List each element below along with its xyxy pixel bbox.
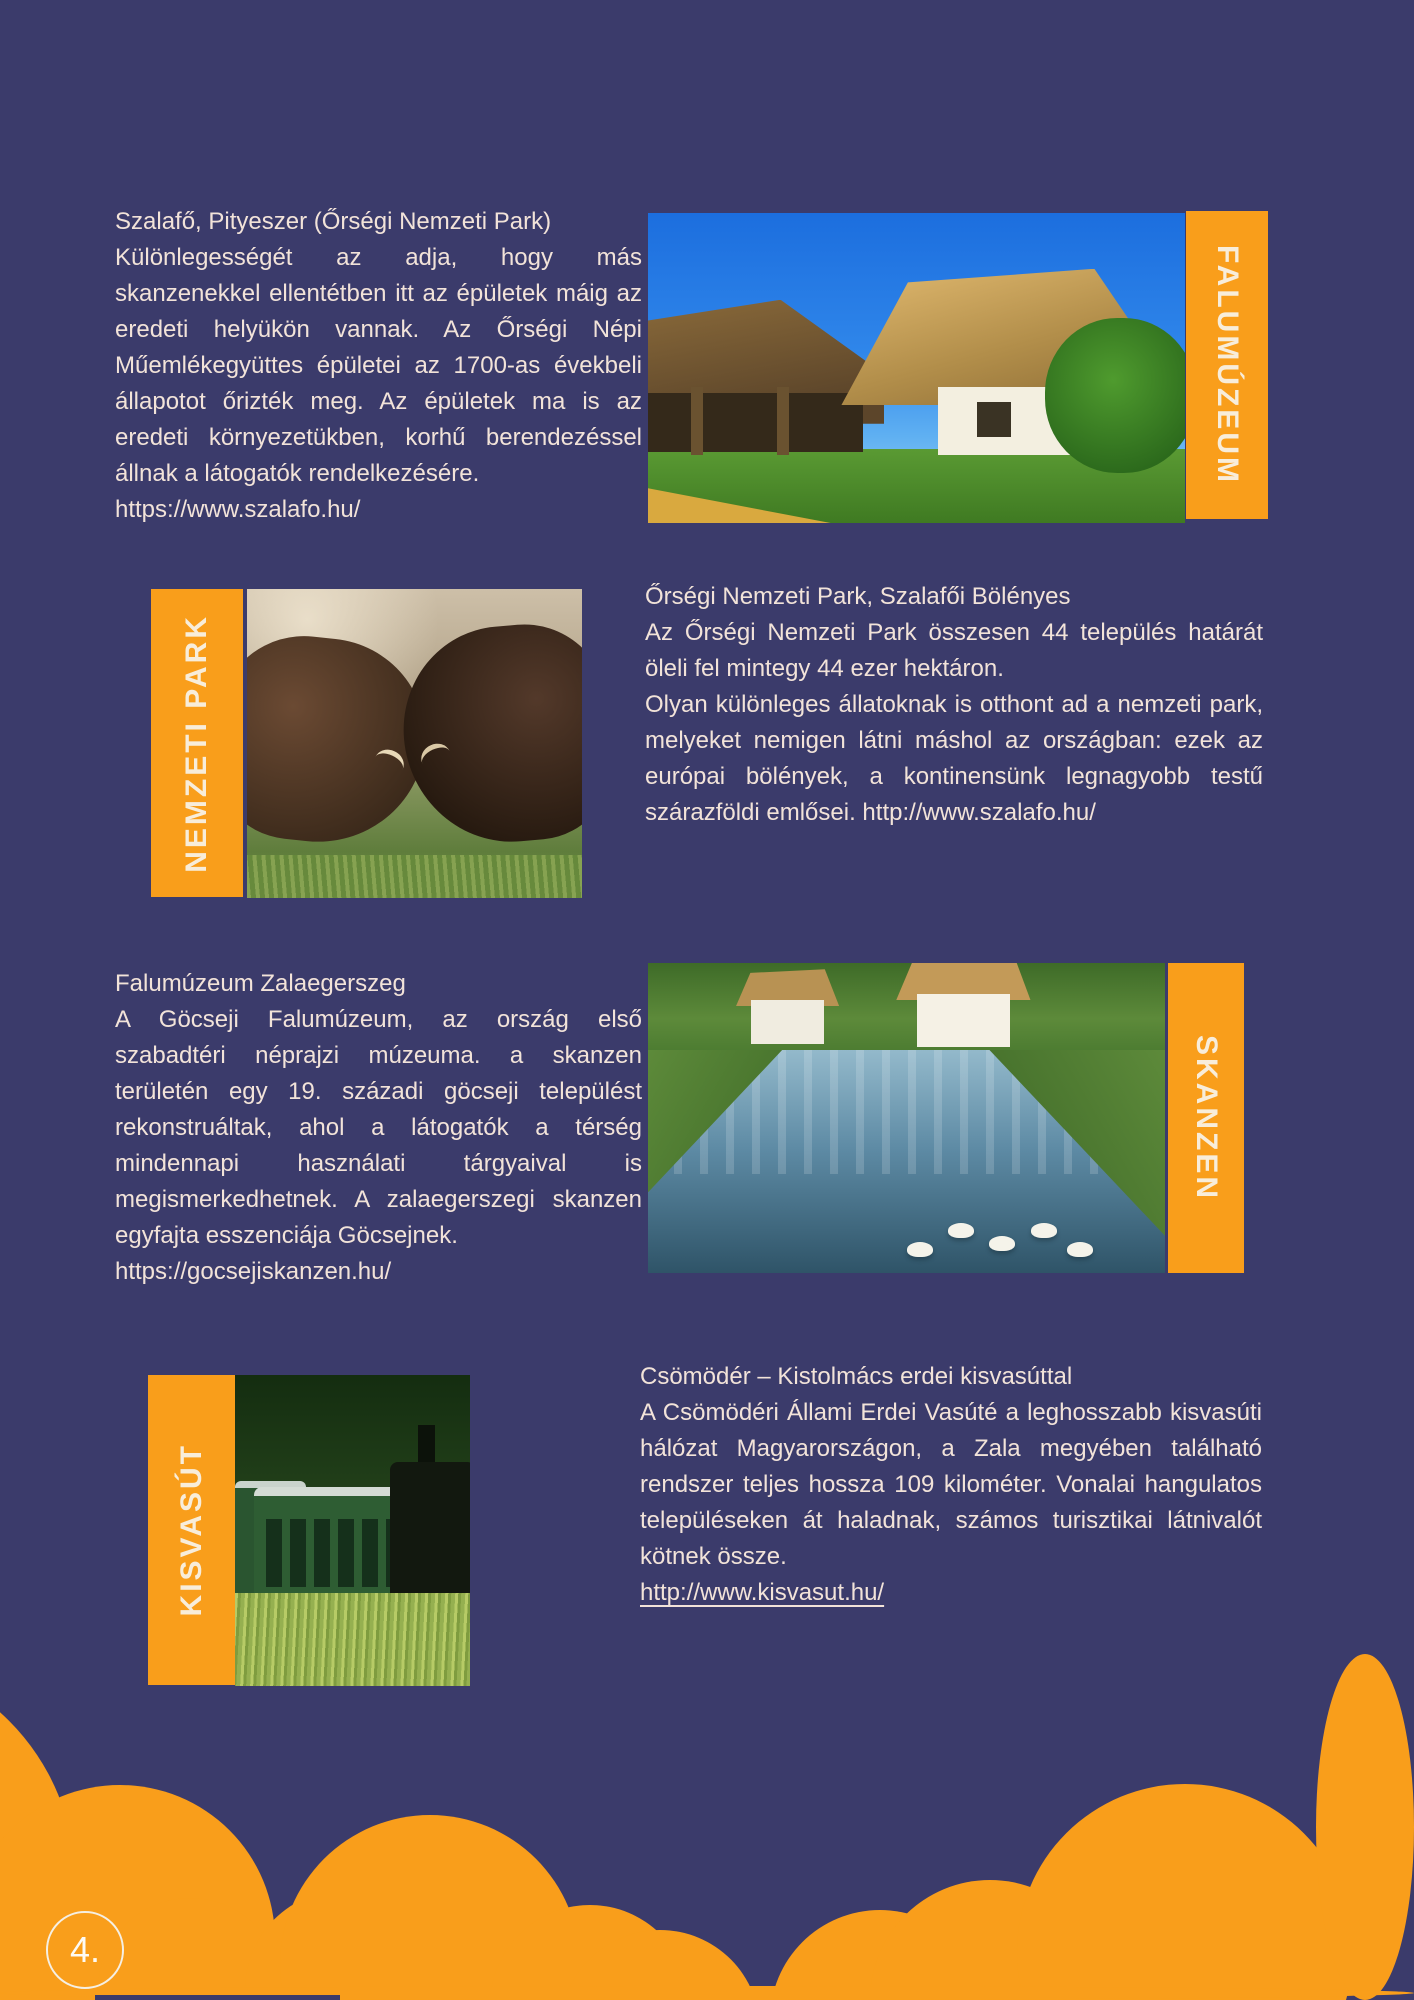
photo-grass (247, 855, 582, 898)
section-2-inline-link[interactable]: http://www.szalafo.hu/ (862, 799, 1096, 826)
label-nemzeti-park (151, 589, 243, 897)
section-4-body: A Csömödéri Állami Erdei Vasúté a leghosszabb kisvasúti hálózat Magyarországon, a Zala megyében található rendszer teljes hossza 109 kilométer. Vonalai hangulatos településeken át haladnak, számos turisztikai látnivalót kötnek össze. (640, 1399, 1262, 1570)
label-skanzen (1168, 963, 1244, 1273)
page-number: 4. (69, 1929, 101, 1970)
goose (907, 1242, 933, 1257)
section-1-body: Különlegességét az adja, hogy más skanzenekkel ellentétben itt az épületek máig az eredeti helyükön vannak. Az Őrségi Népi Műemlékegyüttes épületei az 1700-as évekbeli állapotot őrizték meg. Az épületek ma is az eredeti környezetükben, korhű berendezéssel állnak a látogatók rendelkezésére. (115, 244, 642, 487)
train-windows (266, 1519, 392, 1587)
section-4-link[interactable]: http://www.kisvasut.hu/ (640, 1579, 885, 1606)
goose (1067, 1242, 1093, 1257)
section-2-text (645, 579, 1263, 831)
section-1-text (115, 204, 642, 528)
label-nemzeti-park-text: NEMZETI PARK (180, 613, 213, 873)
cloud-bump (1316, 1654, 1414, 2000)
label-skanzen-text: SKANZEN (1190, 1034, 1223, 1201)
cloud-bump (1017, 1784, 1353, 2000)
farmhouse-photo (648, 213, 1185, 523)
farmhouse-porch (648, 393, 863, 452)
cottage-wall (917, 994, 1010, 1047)
label-kisvasut (148, 1375, 235, 1685)
section-1-link[interactable]: https://www.szalafo.hu/ (115, 496, 361, 523)
section-3-title: Falumúzeum Zalaegerszeg (115, 970, 406, 997)
goose (1031, 1223, 1057, 1238)
bison-photo (247, 589, 582, 898)
section-4-title: Csömödér – Kistolmács erdei kisvasúttal (640, 1363, 1073, 1390)
label-kisvasut-text: KISVASÚT (174, 1443, 208, 1617)
goose (948, 1223, 974, 1238)
section-3-link[interactable]: https://gocsejiskanzen.hu/ (115, 1258, 392, 1285)
porch-post (777, 387, 789, 455)
section-4-text (640, 1359, 1262, 1611)
label-falumuzeum-text: FALUMÚZEUM (1211, 245, 1244, 485)
label-falumuzeum (1186, 211, 1268, 519)
photo-tall-grass (235, 1593, 470, 1686)
photo-tree (1045, 318, 1185, 473)
section-2-body2 (645, 687, 1263, 831)
section-2-title: Őrségi Nemzeti Park, Szalafői Bölényes (645, 583, 1071, 610)
pond-photo (648, 963, 1165, 1273)
train-photo (235, 1375, 470, 1686)
section-3-body: A Göcseji Falumúzeum, az ország első szabadtéri néprajzi múzeuma. a skanzen területén egy 19. századi göcseji települést rekonstruáltak, ahol a látogatók a térség mindennapi használati tárgyaival is megismerkedhetnek. A zalaegerszegi skanzen egyfajta esszenciája Göcsejnek. (115, 1006, 642, 1249)
page-number-circle (46, 1911, 124, 1989)
goose (989, 1236, 1015, 1251)
section-2-body: Az Őrségi Nemzeti Park összesen 44 település határát öleli fel mintegy 44 ezer hektáron. (645, 619, 1263, 682)
section-2-body2-text: Olyan különleges állatoknak is otthont ad a nemzeti park, melyeket nemigen látni máshol az országban: ezek az európai bölények, a kontinensünk legnagyobb testű szárazföldi emlősei. (645, 691, 1263, 826)
porch-post (691, 387, 703, 455)
section-3-text (115, 966, 642, 1290)
bottom-strip (95, 1995, 340, 2000)
farmhouse-window (977, 402, 1011, 437)
cottage-wall (751, 1000, 823, 1043)
section-1-title: Szalafő, Pityeszer (Őrségi Nemzeti Park) (115, 208, 552, 235)
